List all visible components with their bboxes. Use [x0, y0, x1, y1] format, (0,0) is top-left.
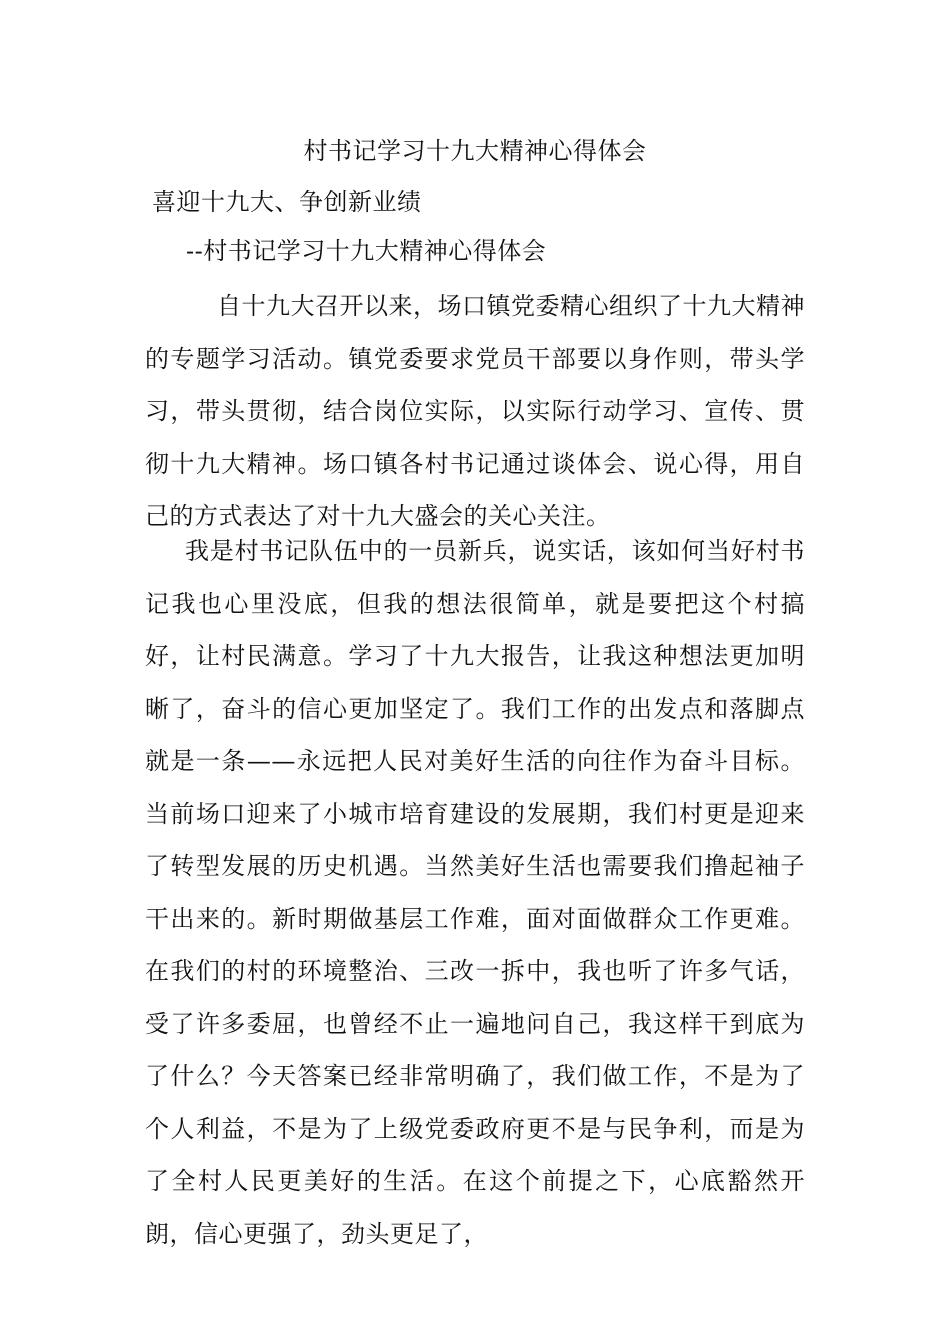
body-paragraph-1: 自十九大召开以来，场口镇党委精心组织了十九大精神的专题学习活动。镇党委要求党员干部要以身作则，带头学习，带头贯彻，结合岗位实际，以实际行动学习、宣传、贯彻十九大精神。场口镇各村书记通过谈体会、说心得，用自己的方式表达了对十九大盛会的关心关注。: [145, 292, 805, 530]
document-title: 村书记学习十九大精神心得体会: [303, 137, 647, 165]
document-subtitle: 喜迎十九大、争创新业绩: [152, 188, 422, 216]
body-paragraph-2: 我是村书记队伍中的一员新兵，说实话，该如何当好村书记我也心里没底，但我的想法很简单，就是要把这个村搞好，让村民满意。学习了十九大报告，让我这种想法更加明晰了，奋斗的信心更加坚定了。我们工作的出发点和落脚点就是一条——永远把人民对美好生活的向往作为奋斗目标。当前场口迎来了小城市培育建设的发展期，我们村更是迎来了转型发展的历史机遇。当然美好生活也需要我们撸起袖子干出来的。新时期做基层工作难，面对面做群众工作更难。在我们的村的环境整治、三改一拆中，我也听了许多气话，受了许多委屈，也曾经不止一遍地问自己，我这样干到底为了什么？今天答案已经非常明确了，我们做工作，不是为了个人利益，不是为了上级党委政府更不是与民争利，而是为了全村人民更美好的生活。在这个前提之下，心底豁然开朗，信心更强了，劲头更足了，: [145, 537, 805, 1248]
document-byline: --村书记学习十九大精神心得体会: [186, 237, 547, 265]
